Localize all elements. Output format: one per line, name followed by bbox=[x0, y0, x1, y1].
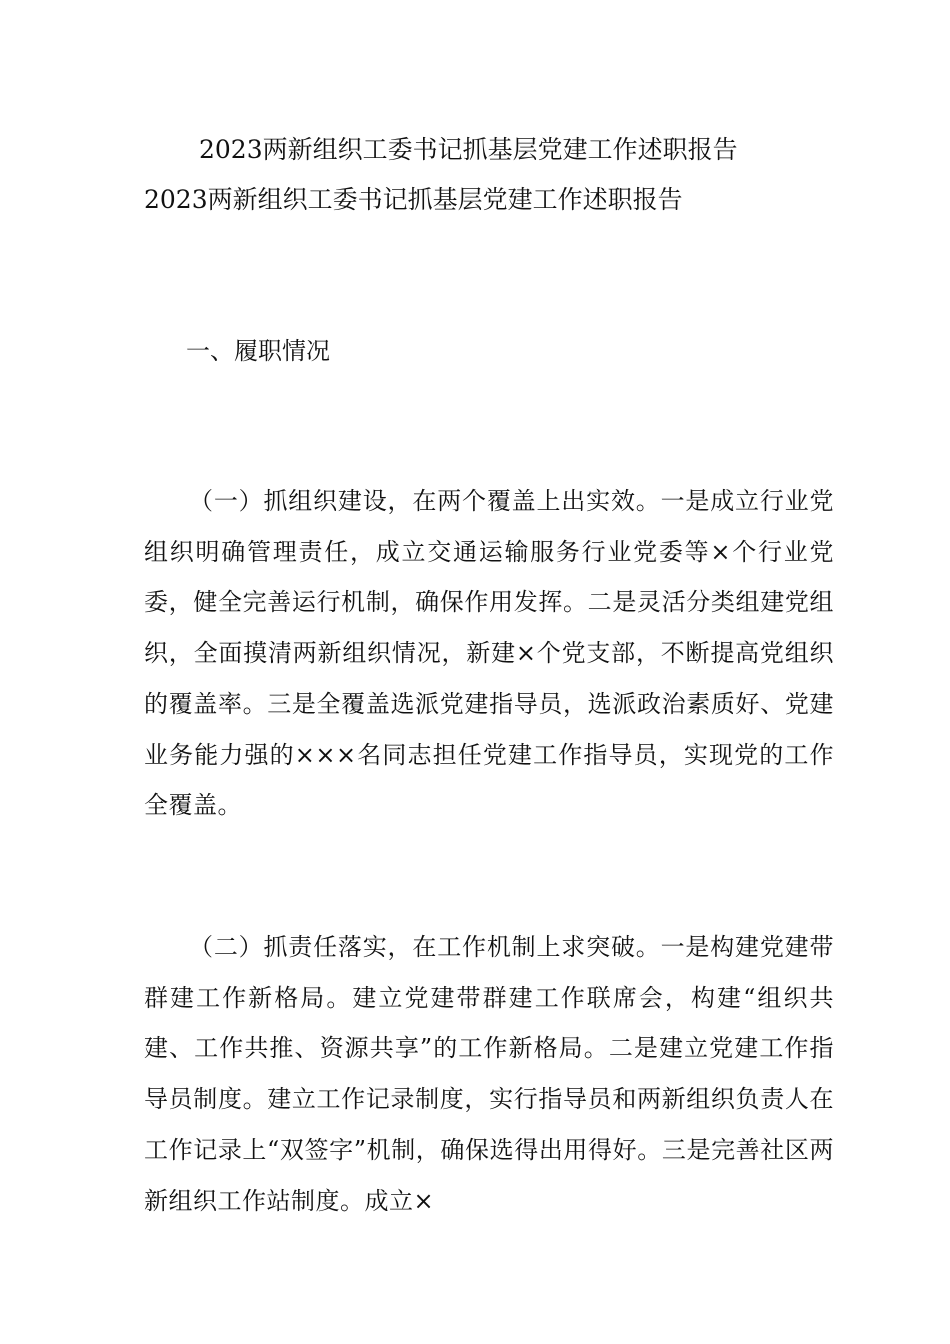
paragraph-organization-building: （一）抓组织建设，在两个覆盖上出实效。一是成立行业党组织明确管理责任，成立交通运输服务行业党委等×个行业党委，健全完善运行机制，确保作用发挥。二是灵活分类组建党组织，全面摸清两新组织情况，新建×个党支部，不断提高党组织的覆盖率。三是全覆盖选派党建指导员，选派政治素质好、党建业务能力强的×××名同志担任党建工作指导员，实现党的工作全覆盖。 bbox=[144, 487, 834, 820]
paragraph-responsibility-implementation: （二）抓责任落实，在工作机制上求突破。一是构建党建带群建工作新格局。建立党建带群建工作联席会，构建“组织共建、工作共推、资源共享”的工作新格局。二是建立党建工作指导员制度。建立工作记录制度，实行指导员和两新组织负责人在工作记录上“双签字”机制，确保选得出用得好。三是完善社区两新组织工作站制度。成立× bbox=[144, 933, 834, 1215]
document-title-line-1: 2023两新组织工委书记抓基层党建工作述职报告 bbox=[199, 135, 738, 164]
document-title-line-2: 2023两新组织工委书记抓基层党建工作述职报告 bbox=[144, 185, 683, 214]
section-heading: 一、履职情况 bbox=[186, 337, 330, 365]
